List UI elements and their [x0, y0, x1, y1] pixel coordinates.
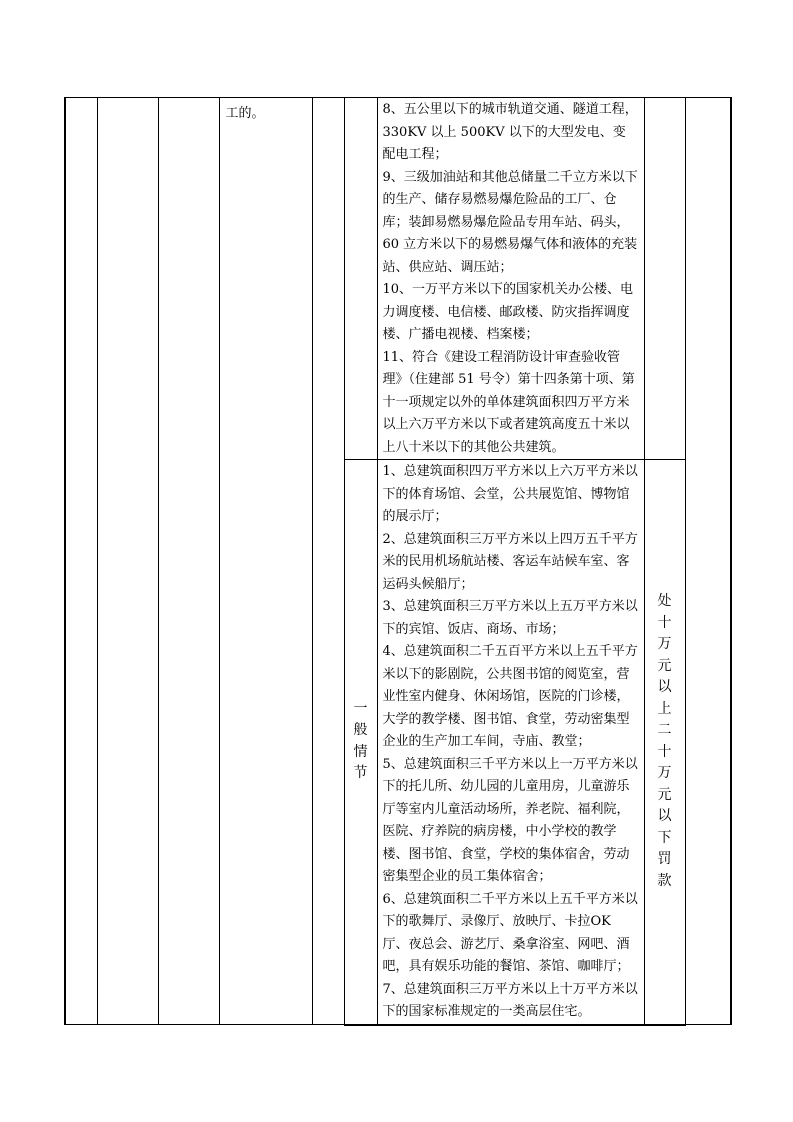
penalty-cell-upper — [644, 98, 685, 460]
list-item: 9、三级加油站和其他总储量二千立方米以下的生产、储存易燃易爆危险品的工厂、仓库；装卸易燃易爆危险品专用车站、码头，60 立方米以下的易燃易爆气体和液体的充装站、供应站、调压站； — [382, 169, 638, 275]
list-item: 8、五公里以下的城市轨道交通、隧道工程，330KV 以上 500KV 以下的大型发电、变配电工程； — [382, 102, 638, 162]
list-item: 6、总建筑面积二千平方米以上五千平方米以下的歌舞厅、录像厅、放映厅、卡拉OK 厅、夜总会、游艺厅、桑拿浴室、网吧、酒吧，具有娱乐功能的餐馆、茶馆、咖啡厅； — [382, 891, 638, 974]
penalty-text: 处十万元以上二十万元以下罚款 — [657, 593, 672, 889]
list-item: 3、总建筑面积三万平方米以上五万平方米以下的宾馆、饭店、商场、市场； — [382, 599, 638, 637]
list-item: 11、符合《建设工程消防设计审查验收管理》（住建部 51 号令）第十四条第十项、第十一项规定以外的单体建筑面积四万平方米以上六万平方米以下或者建筑高度五十米以上八十米以下的其他公共建筑。 — [382, 349, 635, 455]
severity-label: 一般情节 — [353, 700, 368, 782]
table-cell-col1 — [65, 98, 97, 1025]
upper-items-cell — [377, 98, 644, 460]
list-item: 4、总建筑面积二千五百平方米以上五千平方米以下的影剧院，公共图书馆的阅览室，营业性室内健身、休闲场馆，医院的门诊楼，大学的教学楼、图书馆、食堂，劳动密集型企业的生产加工车间，寺庙、教堂； — [382, 644, 638, 749]
list-item: 10、一万平方米以下的国家机关办公楼、电力调度楼、电信楼、邮政楼、防灾指挥调度楼、广播电视楼、档案楼； — [382, 282, 634, 342]
table-cell-last — [685, 98, 731, 1025]
table-cell-col2 — [97, 98, 158, 1025]
list-item: 5、总建筑面积三千平方米以上一万平方米以下的托儿所、幼儿园的儿童用房，儿童游乐厅等室内儿童活动场所，养老院、福利院，医院、疗养院的病房楼，中小学校的教学楼、图书馆、食堂，学校的集体宿舍，劳动密集型企业的员工集体宿舍； — [382, 756, 638, 884]
list-item: 2、总建筑面积三万平方米以上四万五千平方米的民用机场航站楼、客运车站候车室、客运码头候船厅； — [382, 531, 638, 592]
severity-cell-upper — [344, 98, 377, 460]
table-cell-col3 — [158, 98, 219, 1025]
table-cell-col4 — [219, 98, 312, 1025]
list-item: 1、总建筑面积四万平方米以上六万平方米以下的体育场馆、会堂，公共展览馆、博物馆的展示厅； — [382, 464, 638, 524]
regulation-table — [64, 97, 732, 1026]
lower-items-cell — [377, 460, 644, 1025]
list-item: 7、总建筑面积三万平方米以上十万平方米以下的国家标准规定的一类高层住宅。 — [382, 981, 638, 1019]
penalty-cell — [644, 460, 685, 1025]
table-cell-col5 — [312, 98, 344, 1025]
col4-text: 工的。 — [225, 106, 265, 121]
severity-cell — [344, 460, 377, 1025]
